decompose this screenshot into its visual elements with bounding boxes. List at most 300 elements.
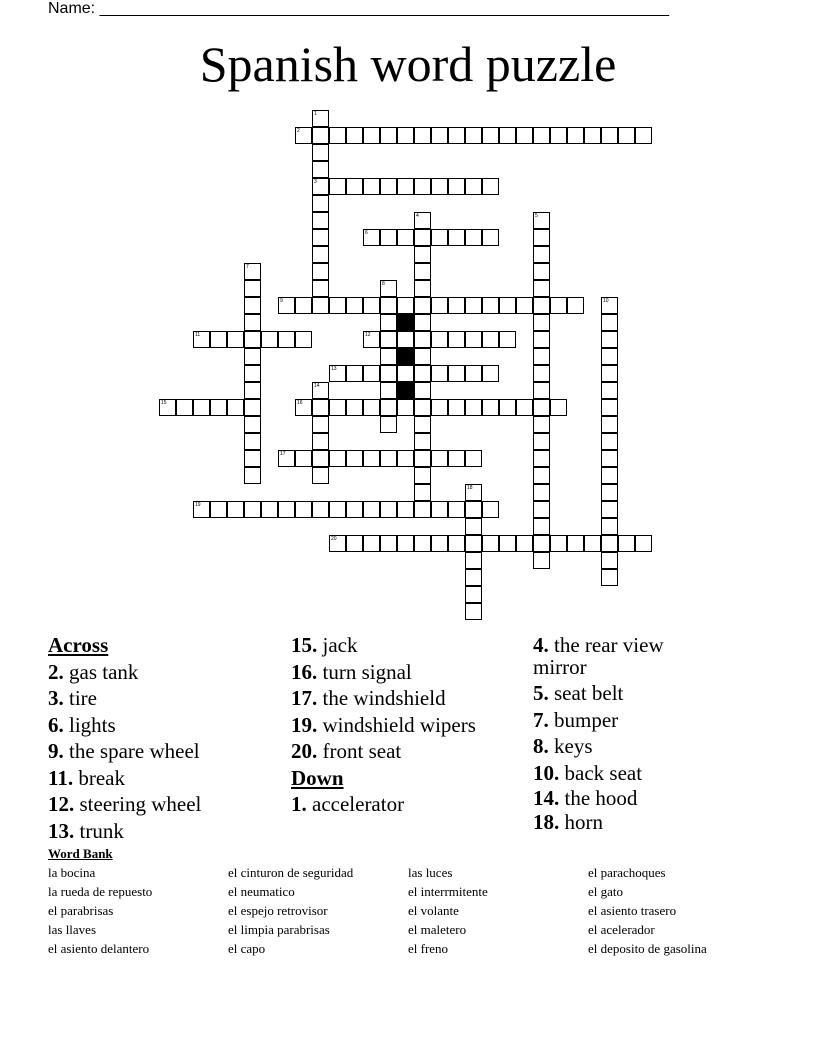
crossword-cell[interactable] (414, 212, 431, 229)
crossword-cell[interactable] (278, 501, 295, 518)
crossword-cell[interactable] (414, 280, 431, 297)
crossword-cell[interactable] (244, 433, 261, 450)
word-bank-entry: las luces (408, 865, 453, 880)
word-bank-entry: el volante (408, 903, 459, 918)
clue-number: 11 (195, 332, 201, 338)
crossword-cell[interactable] (533, 229, 550, 246)
word-bank-column (228, 863, 353, 958)
crossword-cell[interactable] (227, 399, 244, 416)
crossword-cell[interactable] (329, 127, 346, 144)
word-bank-entry: la bocina (48, 865, 96, 880)
crossword-cell[interactable] (499, 535, 516, 552)
crossword-cell[interactable] (397, 399, 414, 416)
crossword-cell[interactable] (295, 127, 312, 144)
crossword-cell[interactable] (244, 416, 261, 433)
crossword-cell[interactable] (516, 297, 533, 314)
crossword-cell[interactable] (329, 399, 346, 416)
crossword-cell[interactable] (380, 450, 397, 467)
crossword-cell[interactable] (465, 484, 482, 501)
crossword-cell[interactable] (448, 365, 465, 382)
crossword-cell[interactable] (278, 450, 295, 467)
across-clue: 11. break (48, 765, 125, 790)
clue-number: 9 (280, 298, 283, 304)
crossword-cell[interactable] (601, 348, 618, 365)
crossword-cell[interactable] (550, 535, 567, 552)
crossword-cell[interactable] (397, 365, 414, 382)
crossword-cell[interactable] (601, 399, 618, 416)
crossword-cell[interactable] (380, 365, 397, 382)
crossword-cell[interactable] (414, 501, 431, 518)
word-bank-entry: el interrmitente (408, 884, 488, 899)
crossword-cell[interactable] (397, 229, 414, 246)
crossword-cell[interactable] (533, 382, 550, 399)
crossword-cell[interactable] (363, 297, 380, 314)
crossword-cell[interactable] (295, 450, 312, 467)
crossword-cell[interactable] (346, 450, 363, 467)
crossword-cell[interactable] (635, 535, 652, 552)
crossword-cell[interactable] (601, 484, 618, 501)
crossword-cell[interactable] (601, 569, 618, 586)
crossword-cell[interactable] (601, 552, 618, 569)
crossword-cell[interactable] (244, 382, 261, 399)
crossword-cell[interactable] (380, 416, 397, 433)
crossword-cell[interactable] (244, 501, 261, 518)
crossword-cell[interactable] (601, 518, 618, 535)
across-clue: 9. the spare wheel (48, 739, 200, 763)
crossword-cell[interactable] (482, 501, 499, 518)
crossword-cell[interactable] (465, 450, 482, 467)
crossword-cell[interactable] (363, 365, 380, 382)
crossword-cell[interactable] (414, 382, 431, 399)
word-bank-column (588, 863, 707, 958)
crossword-cell[interactable] (312, 178, 329, 195)
crossword-cell[interactable] (278, 331, 295, 348)
crossword-cell[interactable] (244, 399, 261, 416)
clue-number: 14 (314, 383, 320, 389)
crossword-cell[interactable] (380, 314, 397, 331)
crossword-cell[interactable] (363, 399, 380, 416)
down-heading: Down (291, 765, 344, 790)
crossword-cell[interactable] (448, 229, 465, 246)
crossword-cell[interactable] (431, 450, 448, 467)
crossword-cell[interactable] (397, 297, 414, 314)
clue-number: 10 (603, 298, 609, 304)
word-bank-entry: el limpia parabrisas (228, 922, 330, 937)
crossword-cell[interactable] (482, 535, 499, 552)
crossword-cell[interactable] (431, 331, 448, 348)
crossword-cell[interactable] (397, 450, 414, 467)
crossword-cell[interactable] (278, 297, 295, 314)
crossword-cell[interactable] (431, 229, 448, 246)
word-bank-column (408, 863, 488, 958)
crossword-cell[interactable] (312, 127, 329, 144)
crossword-cell[interactable] (414, 127, 431, 144)
crossword-cell[interactable] (601, 416, 618, 433)
crossword-cell[interactable] (414, 178, 431, 195)
crossword-cell[interactable] (312, 382, 329, 399)
crossword-cell[interactable] (346, 535, 363, 552)
word-bank-entry: el deposito de gasolina (588, 941, 707, 956)
crossword-cell[interactable] (482, 399, 499, 416)
crossword-cell[interactable] (380, 127, 397, 144)
crossword-cell[interactable] (465, 569, 482, 586)
across-clue: 15. jack (291, 633, 358, 657)
crossword-cell[interactable] (380, 297, 397, 314)
crossword-cell[interactable] (414, 365, 431, 382)
crossword-cell[interactable] (227, 331, 244, 348)
crossword-cell[interactable] (465, 552, 482, 569)
crossword-cell[interactable] (244, 297, 261, 314)
crossword-cell[interactable] (244, 314, 261, 331)
crossword-cell[interactable] (346, 365, 363, 382)
down-clue: 10. back seat (533, 760, 643, 785)
crossword-cell[interactable] (244, 280, 261, 297)
crossword-cell[interactable] (550, 297, 567, 314)
crossword-cell[interactable] (533, 535, 550, 552)
word-bank-entry: el neumatico (228, 884, 295, 899)
crossword-cell[interactable] (380, 501, 397, 518)
crossword-cell[interactable] (482, 178, 499, 195)
crossword-cell[interactable] (210, 331, 227, 348)
clue-number: 16 (297, 400, 303, 406)
crossword-cell[interactable] (363, 127, 380, 144)
crossword-cell[interactable] (363, 331, 380, 348)
crossword-cell[interactable] (312, 297, 329, 314)
crossword-cell[interactable] (380, 229, 397, 246)
word-bank-entry: el asiento trasero (588, 903, 677, 918)
crossword-cell[interactable] (261, 501, 278, 518)
crossword-cell[interactable] (414, 416, 431, 433)
crossword-cell[interactable] (499, 127, 516, 144)
crossword-cell[interactable] (414, 263, 431, 280)
word-bank-entry: el acelerador (588, 922, 655, 937)
crossword-cell[interactable] (346, 501, 363, 518)
crossword-cell[interactable] (533, 518, 550, 535)
crossword-cell[interactable] (465, 297, 482, 314)
crossword-cell[interactable] (397, 535, 414, 552)
clue-number: 12 (365, 332, 371, 338)
crossword-cell[interactable] (533, 467, 550, 484)
crossword-cell[interactable] (363, 535, 380, 552)
crossword-cell[interactable] (448, 297, 465, 314)
crossword-cell[interactable] (482, 127, 499, 144)
crossword-cell[interactable] (244, 263, 261, 280)
crossword-cell[interactable] (363, 178, 380, 195)
crossword-cell[interactable] (550, 127, 567, 144)
crossword-cell[interactable] (550, 399, 567, 416)
crossword-cell[interactable] (210, 501, 227, 518)
word-bank-entry: el freno (408, 941, 449, 956)
clue-number: 17 (280, 451, 286, 457)
crossword-cell[interactable] (601, 450, 618, 467)
crossword-cell[interactable] (414, 314, 431, 331)
crossword-cell[interactable] (601, 365, 618, 382)
crossword-cell[interactable] (601, 331, 618, 348)
crossword-cell[interactable] (346, 127, 363, 144)
crossword-cell[interactable] (414, 433, 431, 450)
clue-number: 5 (535, 213, 538, 219)
crossword-cell[interactable] (261, 331, 278, 348)
crossword-cell[interactable] (312, 501, 329, 518)
word-bank-entry: el cinturon de seguridad (228, 865, 354, 880)
crossword-cell[interactable] (397, 178, 414, 195)
word-bank-column (48, 863, 152, 958)
word-bank-title: Word Bank (48, 846, 113, 861)
crossword-cell[interactable] (312, 246, 329, 263)
word-bank-entry: el maletero (408, 922, 467, 937)
crossword-cell[interactable] (380, 382, 397, 399)
crossword-cell[interactable] (601, 467, 618, 484)
crossword-cell[interactable] (414, 297, 431, 314)
crossword-cell[interactable] (465, 603, 482, 620)
clue-number: 7 (246, 264, 249, 270)
crossword-cell[interactable] (482, 331, 499, 348)
crossword-cell[interactable] (448, 127, 465, 144)
crossword-cell[interactable] (244, 467, 261, 484)
crossword-cell[interactable] (533, 280, 550, 297)
word-bank-entry: el asiento delantero (48, 941, 150, 956)
crossword-cell[interactable] (431, 365, 448, 382)
crossword-cell[interactable] (312, 467, 329, 484)
crossword-cell[interactable] (567, 297, 584, 314)
clue-number: 1 (314, 111, 317, 117)
crossword-cell[interactable] (329, 535, 346, 552)
crossword-cell[interactable] (414, 450, 431, 467)
crossword-block (397, 348, 414, 365)
crossword-cell[interactable] (380, 535, 397, 552)
crossword-cell[interactable] (414, 467, 431, 484)
down-clue: 8. keys (533, 734, 593, 758)
crossword-cell[interactable] (448, 501, 465, 518)
across-clue: 3. tire (48, 686, 97, 710)
crossword-cell[interactable] (516, 399, 533, 416)
crossword-cell[interactable] (448, 331, 465, 348)
crossword-cell[interactable] (465, 229, 482, 246)
crossword-cell[interactable] (533, 297, 550, 314)
clue-number: 4 (416, 213, 419, 219)
crossword-cell[interactable] (244, 331, 261, 348)
clue-number: 18 (467, 485, 473, 491)
crossword-cell[interactable] (448, 399, 465, 416)
crossword-cell[interactable] (431, 399, 448, 416)
crossword-cell[interactable] (533, 552, 550, 569)
crossword-cell[interactable] (414, 535, 431, 552)
crossword-cell[interactable] (380, 280, 397, 297)
crossword-cell[interactable] (363, 450, 380, 467)
across-clue: 12. steering wheel (48, 792, 202, 816)
crossword-cell[interactable] (312, 229, 329, 246)
crossword-cell[interactable] (431, 501, 448, 518)
crossword-cell[interactable] (465, 127, 482, 144)
crossword-cell[interactable] (295, 331, 312, 348)
crossword-cell[interactable] (533, 331, 550, 348)
crossword-cell[interactable] (601, 433, 618, 450)
crossword-cell[interactable] (193, 501, 210, 518)
crossword-cell[interactable] (312, 263, 329, 280)
crossword-cell[interactable] (295, 399, 312, 416)
crossword-cell[interactable] (363, 229, 380, 246)
crossword-cell[interactable] (533, 212, 550, 229)
crossword-cell[interactable] (312, 161, 329, 178)
clues-column-2 (291, 632, 526, 818)
crossword-cell[interactable] (346, 297, 363, 314)
word-bank-entry: el parabrisas (48, 903, 114, 918)
crossword-cell[interactable] (193, 331, 210, 348)
clues-column-3 (533, 632, 693, 834)
crossword-cell[interactable] (431, 127, 448, 144)
crossword-cell[interactable] (312, 144, 329, 161)
crossword-cell[interactable] (227, 501, 244, 518)
crossword-cell[interactable] (380, 348, 397, 365)
crossword-cell[interactable] (482, 365, 499, 382)
crossword-cell[interactable] (448, 535, 465, 552)
crossword-cell[interactable] (465, 535, 482, 552)
crossword-cell[interactable] (465, 178, 482, 195)
crossword-cell[interactable] (533, 484, 550, 501)
crossword-cell[interactable] (295, 297, 312, 314)
crossword-cell[interactable] (499, 331, 516, 348)
crossword-cell[interactable] (567, 127, 584, 144)
down-clue: 1. accelerator (291, 792, 405, 816)
across-heading: Across (48, 633, 109, 657)
crossword-cell[interactable] (567, 535, 584, 552)
crossword-cell[interactable] (312, 399, 329, 416)
down-clue: 18. horn (533, 810, 603, 834)
crossword-cell[interactable] (601, 297, 618, 314)
crossword-cell[interactable] (329, 178, 346, 195)
across-clue: 17. the windshield (291, 686, 446, 710)
crossword-cell[interactable] (414, 399, 431, 416)
crossword-cell[interactable] (482, 229, 499, 246)
word-bank-entry: el parachoques (588, 865, 666, 880)
crossword-cell[interactable] (431, 297, 448, 314)
crossword-cell[interactable] (431, 178, 448, 195)
name-field[interactable]: Name: ________________________________________________________________ (48, 0, 670, 17)
crossword-cell[interactable] (533, 433, 550, 450)
word-bank-entry: el gato (588, 884, 624, 899)
page-title: Spanish word puzzle (199, 36, 617, 92)
crossword-cell[interactable] (601, 314, 618, 331)
clue-number: 3 (314, 179, 317, 185)
crossword-cell[interactable] (635, 127, 652, 144)
crossword-cell[interactable] (329, 365, 346, 382)
crossword-cell[interactable] (329, 297, 346, 314)
crossword-cell[interactable] (346, 399, 363, 416)
crossword-cell[interactable] (312, 450, 329, 467)
crossword-cell[interactable] (312, 280, 329, 297)
crossword-cell[interactable] (533, 501, 550, 518)
crossword-cell[interactable] (397, 501, 414, 518)
word-bank-entry: el espejo retrovisor (228, 903, 328, 918)
clue-number: 15 (161, 400, 167, 406)
crossword-cell[interactable] (193, 399, 210, 416)
crossword-cell[interactable] (533, 127, 550, 144)
crossword-cell[interactable] (533, 263, 550, 280)
crossword-cell[interactable] (159, 399, 176, 416)
clue-number: 13 (331, 366, 337, 372)
crossword-cell[interactable] (312, 110, 329, 127)
crossword-cell[interactable] (584, 127, 601, 144)
crossword-cell[interactable] (465, 518, 482, 535)
crossword-cell[interactable] (244, 365, 261, 382)
clue-number: 2 (297, 128, 300, 134)
crossword-cell[interactable] (380, 399, 397, 416)
word-bank-entry: las llaves (48, 922, 97, 937)
crossword-cell[interactable] (601, 382, 618, 399)
crossword-cell[interactable] (363, 501, 380, 518)
crossword-cell[interactable] (414, 348, 431, 365)
crossword-cell[interactable] (431, 535, 448, 552)
crossword-cell[interactable] (414, 229, 431, 246)
crossword-cell[interactable] (533, 450, 550, 467)
crossword-cell[interactable] (380, 331, 397, 348)
crossword-cell[interactable] (414, 484, 431, 501)
crossword-cell[interactable] (465, 331, 482, 348)
crossword-cell[interactable] (465, 399, 482, 416)
crossword-cell[interactable] (533, 246, 550, 263)
crossword-cell[interactable] (312, 433, 329, 450)
down-clue: 7. bumper (533, 707, 619, 732)
crossword-block (397, 314, 414, 331)
crossword-cell[interactable] (533, 416, 550, 433)
crossword-cell[interactable] (312, 212, 329, 229)
crossword-cell[interactable] (533, 365, 550, 382)
crossword-cell[interactable] (210, 399, 227, 416)
crossword-cell[interactable] (448, 178, 465, 195)
crossword-cell[interactable] (601, 127, 618, 144)
crossword-cell[interactable] (584, 535, 601, 552)
crossword-cell[interactable] (312, 416, 329, 433)
clue-number: 8 (382, 281, 385, 287)
crossword-cell[interactable] (465, 501, 482, 518)
crossword-cell[interactable] (448, 450, 465, 467)
crossword-cell[interactable] (618, 535, 635, 552)
crossword-cell[interactable] (516, 535, 533, 552)
crossword-cell[interactable] (465, 586, 482, 603)
down-clue: 5. seat belt (533, 681, 624, 705)
across-clue: 6. lights (48, 712, 116, 737)
crossword-cell[interactable] (465, 365, 482, 382)
crossword-cell[interactable] (397, 331, 414, 348)
crossword-cell[interactable] (380, 178, 397, 195)
crossword-cell[interactable] (601, 501, 618, 518)
clues-column-1 (48, 632, 283, 844)
crossword-cell[interactable] (516, 127, 533, 144)
crossword-cell[interactable] (482, 297, 499, 314)
crossword-cell[interactable] (312, 195, 329, 212)
crossword-cell[interactable] (346, 178, 363, 195)
crossword-cell[interactable] (601, 535, 618, 552)
crossword-cell[interactable] (499, 297, 516, 314)
down-clue: 14. the hood (533, 786, 638, 810)
crossword-cell[interactable] (414, 246, 431, 263)
crossword-cell[interactable] (499, 399, 516, 416)
crossword-cell[interactable] (244, 450, 261, 467)
crossword-cell[interactable] (244, 348, 261, 365)
crossword-cell[interactable] (618, 127, 635, 144)
crossword-cell[interactable] (414, 331, 431, 348)
across-clue: 13. trunk (48, 818, 124, 843)
crossword-cell[interactable] (329, 501, 346, 518)
crossword-cell[interactable] (176, 399, 193, 416)
clue-number: 6 (365, 230, 368, 236)
crossword-cell[interactable] (533, 314, 550, 331)
crossword-cell[interactable] (295, 501, 312, 518)
crossword-cell[interactable] (533, 348, 550, 365)
crossword-cell[interactable] (533, 399, 550, 416)
crossword-cell[interactable] (397, 127, 414, 144)
crossword-cell[interactable] (329, 450, 346, 467)
